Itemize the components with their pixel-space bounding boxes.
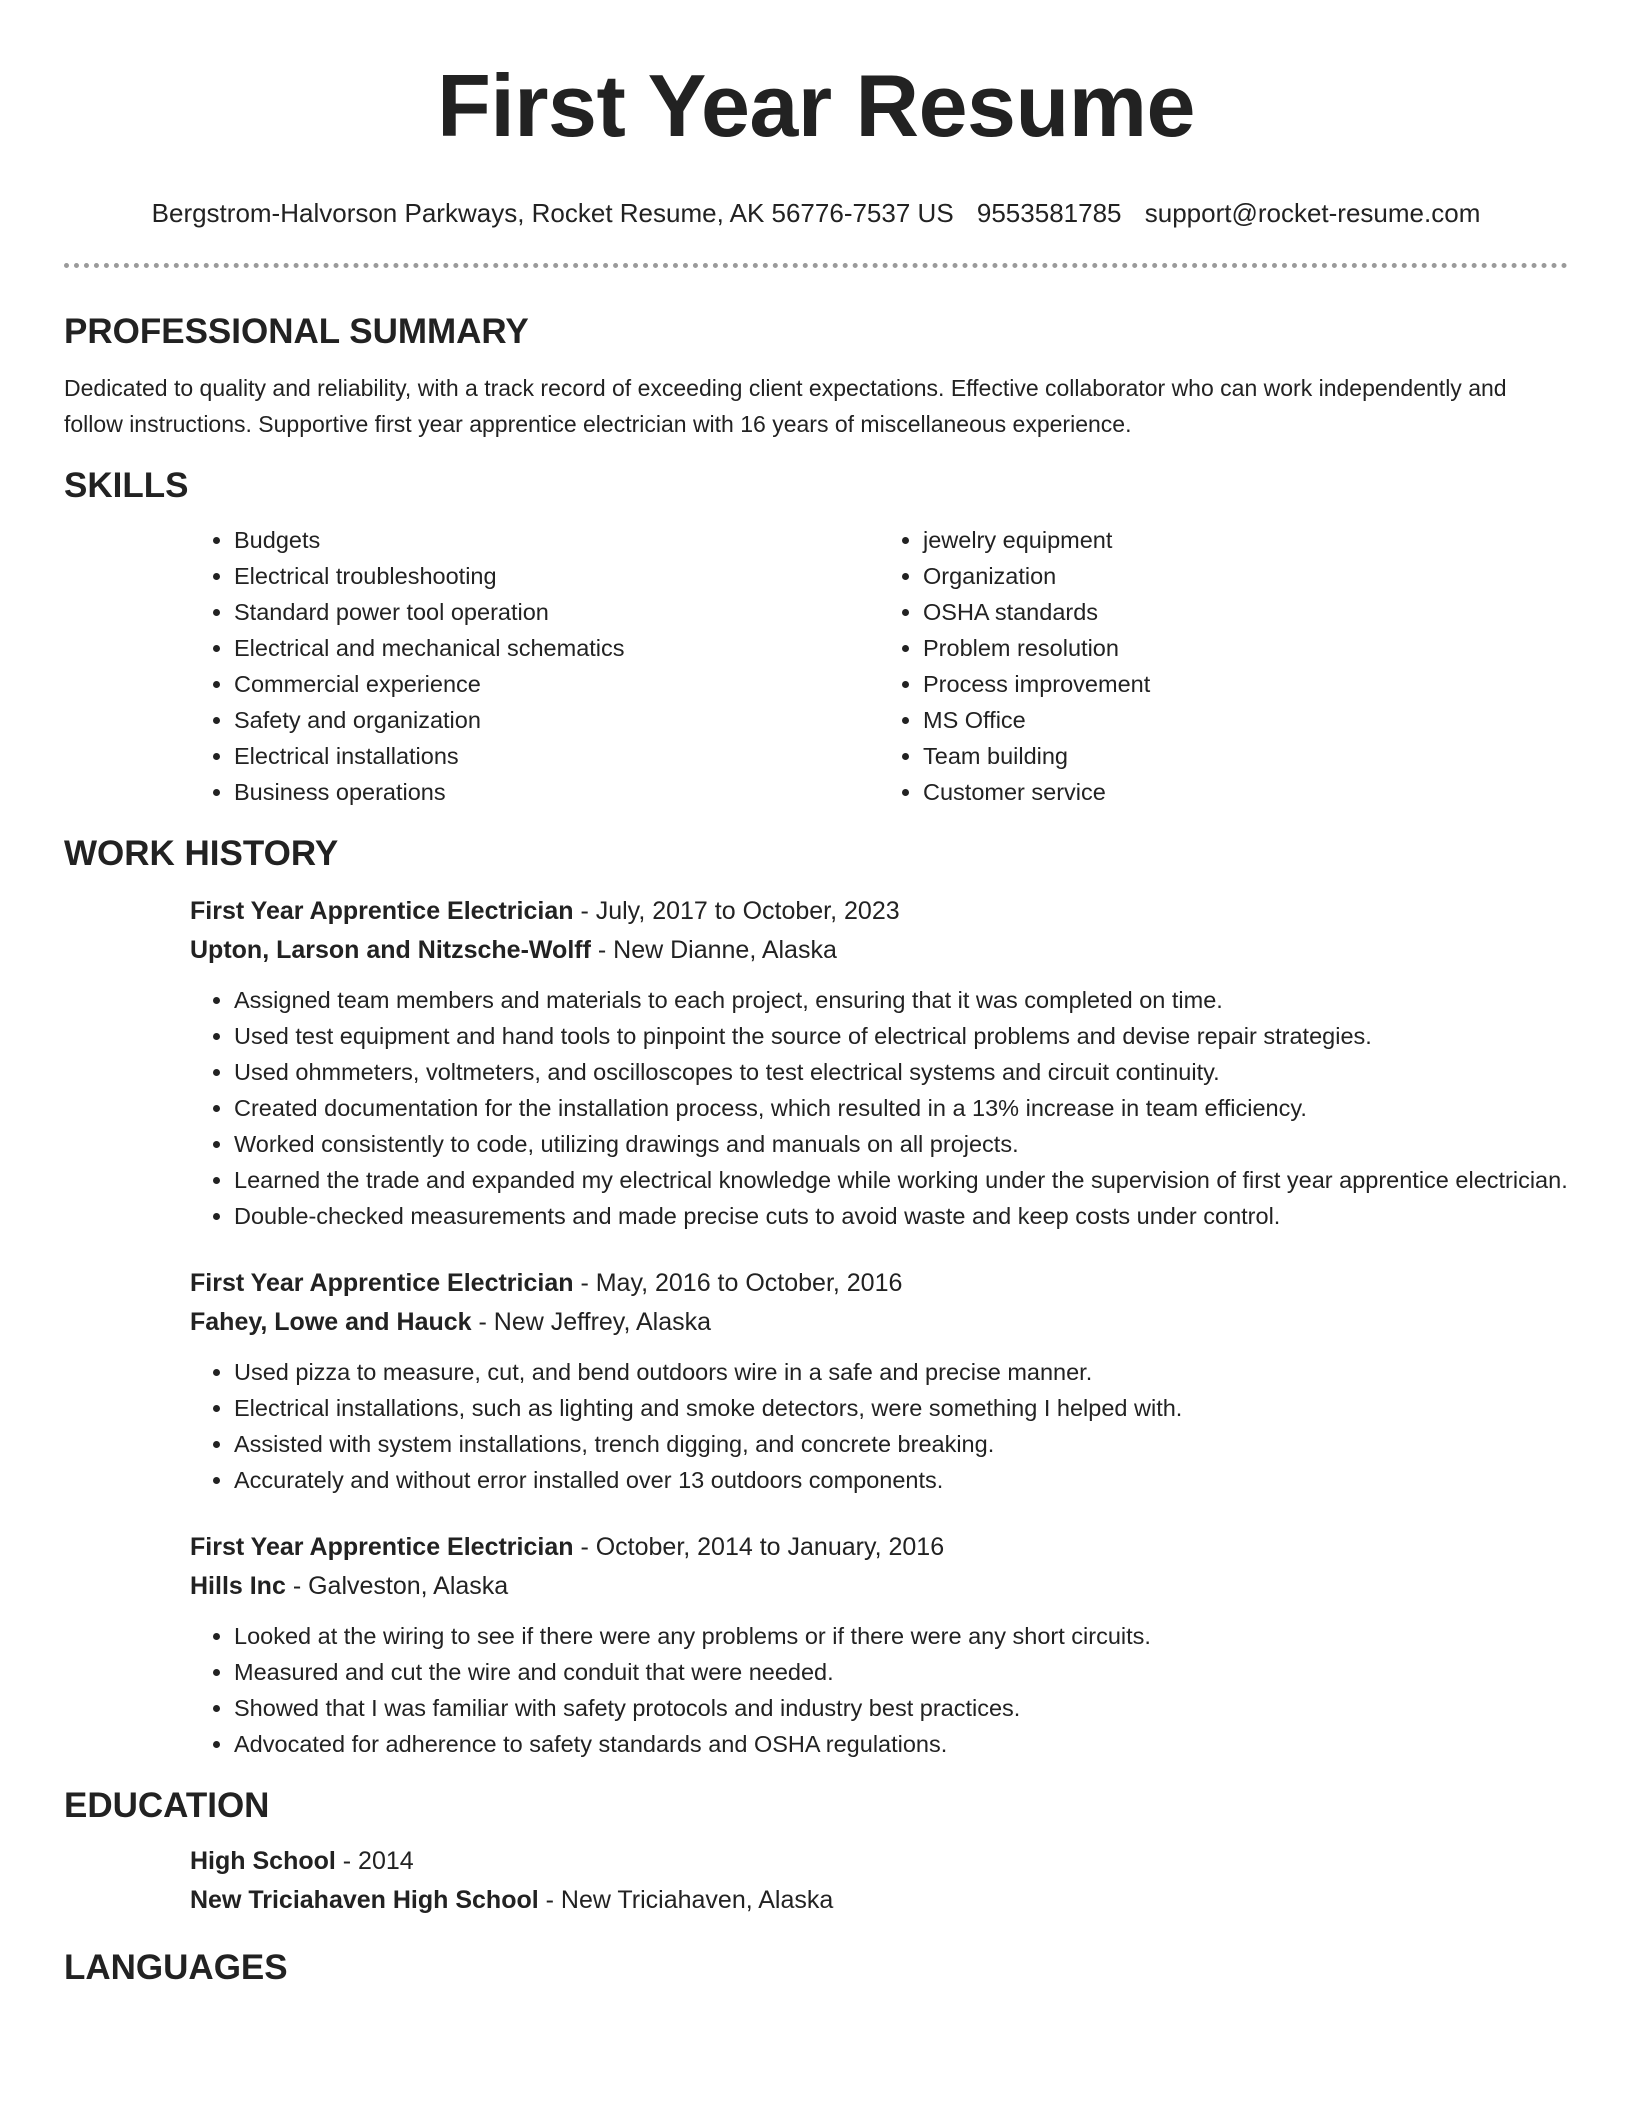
job-title-line xyxy=(190,892,1568,931)
job-location: - New Jeffrey, Alaska xyxy=(471,1308,712,1336)
job-bullet: • Looked at the wiring to see if there were any problems or if there were any short circuits. xyxy=(234,1618,1568,1654)
education-year: - 2014 xyxy=(335,1847,414,1875)
skill-item: • Organization xyxy=(923,558,1568,594)
work-section xyxy=(64,832,1568,1762)
job-dates: - May, 2016 to October, 2016 xyxy=(573,1269,903,1297)
job-bullet: • Assisted with system installations, trench digging, and concrete breaking. xyxy=(234,1426,1568,1462)
skill-item: • Safety and organization xyxy=(234,702,879,738)
languages-section xyxy=(64,1946,1568,1990)
resume-title: First Year Resume xyxy=(437,56,1195,155)
job-company-line xyxy=(190,1567,1568,1606)
skill-item: • Commercial experience xyxy=(234,666,879,702)
education-section xyxy=(64,1784,1568,1920)
summary-heading: PROFESSIONAL SUMMARY xyxy=(64,312,529,351)
job-bullet: • Accurately and without error installed over 13 outdoors components. xyxy=(234,1462,1568,1498)
education-location: - New Triciahaven, Alaska xyxy=(538,1886,834,1914)
job-entry xyxy=(190,1264,1568,1498)
job-title-line xyxy=(190,1264,1568,1303)
job-company: Upton, Larson and Nitzsche-Wolff xyxy=(190,936,591,964)
skill-item: • Electrical troubleshooting xyxy=(234,558,879,594)
job-title: First Year Apprentice Electrician xyxy=(190,897,574,925)
skill-item: • Business operations xyxy=(234,774,879,810)
contact-line xyxy=(64,196,1568,230)
work-heading: WORK HISTORY xyxy=(64,834,339,873)
education-entry xyxy=(190,1842,1568,1920)
contact-email: support@rocket-resume.com xyxy=(1144,198,1481,228)
job-bullet: • Measured and cut the wire and conduit that were needed. xyxy=(234,1654,1568,1690)
job-bullets xyxy=(190,1354,1568,1498)
job-bullet: • Electrical installations, such as lighting and smoke detectors, were something I helped with. xyxy=(234,1390,1568,1426)
skill-item: • Standard power tool operation xyxy=(234,594,879,630)
job-title: First Year Apprentice Electrician xyxy=(190,1533,574,1561)
skill-item: • Budgets xyxy=(234,522,879,558)
job-bullet: • Learned the trade and expanded my electrical knowledge while working under the supervision of first year apprentice electrician. xyxy=(234,1162,1568,1198)
resume-page xyxy=(64,0,1568,1990)
skills-list-right xyxy=(879,522,1568,810)
job-bullet: • Advocated for adherence to safety standards and OSHA regulations. xyxy=(234,1726,1568,1762)
job-company: Hills Inc xyxy=(190,1572,286,1600)
job-bullets xyxy=(190,982,1568,1234)
job-dates: - October, 2014 to January, 2016 xyxy=(573,1533,945,1561)
job-company: Fahey, Lowe and Hauck xyxy=(190,1308,472,1336)
job-bullet: • Used test equipment and hand tools to pinpoint the source of electrical problems and devise repair strategies. xyxy=(234,1018,1568,1054)
job-title-line xyxy=(190,1528,1568,1567)
education-school-line xyxy=(190,1881,1568,1920)
job-location: - Galveston, Alaska xyxy=(285,1572,509,1600)
skills-list-left xyxy=(190,522,879,810)
skill-item: • jewelry equipment xyxy=(923,522,1568,558)
skill-item: • Problem resolution xyxy=(923,630,1568,666)
skill-item: • Process improvement xyxy=(923,666,1568,702)
job-bullet: • Used pizza to measure, cut, and bend outdoors wire in a safe and precise manner. xyxy=(234,1354,1568,1390)
skill-item: • Electrical installations xyxy=(234,738,879,774)
job-bullet: • Assigned team members and materials to each project, ensuring that it was completed on time. xyxy=(234,982,1568,1018)
skills-columns xyxy=(190,522,1568,810)
job-entry xyxy=(190,1528,1568,1762)
skill-item: • Customer service xyxy=(923,774,1568,810)
contact-phone: 9553581785 xyxy=(976,198,1122,228)
skills-section xyxy=(64,464,1568,810)
summary-text: Dedicated to quality and reliability, with a track record of exceeding client expectations. Effective collaborator who can work independently and follow instructions. Supportive first year apprentice electrician with 16 years of miscellaneous experience. xyxy=(64,375,1507,437)
skill-item: • OSHA standards xyxy=(923,594,1568,630)
job-bullets xyxy=(190,1618,1568,1762)
education-degree-line xyxy=(190,1842,1568,1881)
summary-section xyxy=(64,310,1568,442)
skill-item: • MS Office xyxy=(923,702,1568,738)
job-title: First Year Apprentice Electrician xyxy=(190,1269,574,1297)
job-entry xyxy=(190,892,1568,1234)
job-dates: - July, 2017 to October, 2023 xyxy=(573,897,900,925)
job-bullet: • Showed that I was familiar with safety protocols and industry best practices. xyxy=(234,1690,1568,1726)
job-bullet: • Created documentation for the installation process, which resulted in a 13% increase in team efficiency. xyxy=(234,1090,1568,1126)
skills-heading: SKILLS xyxy=(64,466,189,505)
job-location: - New Dianne, Alaska xyxy=(590,936,837,964)
education-degree: High School xyxy=(190,1847,336,1875)
education-heading: EDUCATION xyxy=(64,1786,270,1825)
languages-heading: LANGUAGES xyxy=(64,1948,288,1987)
header-divider xyxy=(64,263,1568,268)
skill-item: • Electrical and mechanical schematics xyxy=(234,630,879,666)
education-school: New Triciahaven High School xyxy=(190,1886,539,1914)
job-company-line xyxy=(190,1303,1568,1342)
job-company-line xyxy=(190,931,1568,970)
contact-address: Bergstrom-Halvorson Parkways, Rocket Resume, AK 56776-7537 US xyxy=(151,198,954,228)
job-bullet: • Worked consistently to code, utilizing drawings and manuals on all projects. xyxy=(234,1126,1568,1162)
skill-item: • Team building xyxy=(923,738,1568,774)
job-bullet: • Used ohmmeters, voltmeters, and oscilloscopes to test electrical systems and circuit continuity. xyxy=(234,1054,1568,1090)
job-bullet: • Double-checked measurements and made precise cuts to avoid waste and keep costs under control. xyxy=(234,1198,1568,1234)
